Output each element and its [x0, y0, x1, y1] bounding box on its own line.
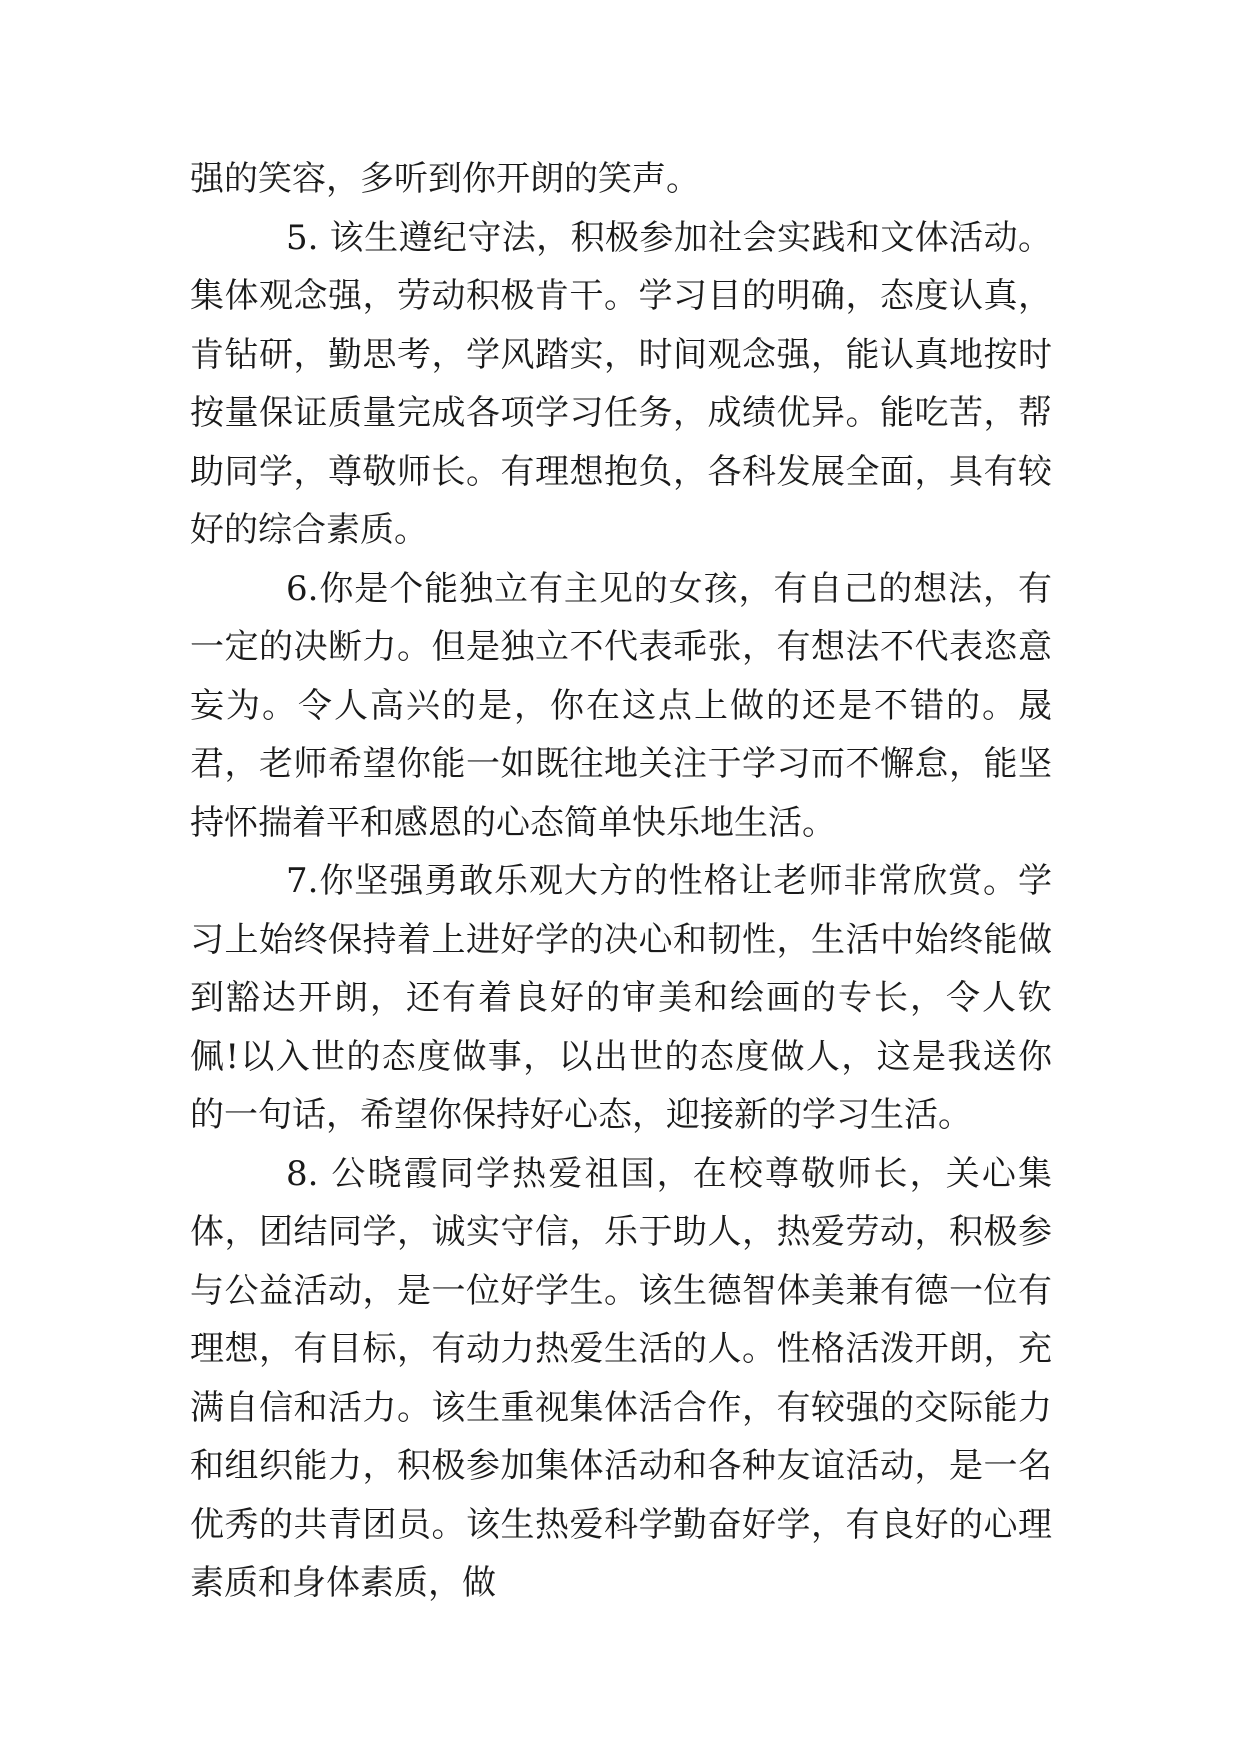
paragraph-item-5: 5. 该生遵纪守法，积极参加社会实践和文体活动。集体观念强，劳动积极肯干。学习目的明确，态度认真，肯钻研，勤思考，学风踏实，时间观念强，能认真地按时按量保证质量完成各项学习任务，成绩优异。能吃苦，帮助同学，尊敬师长。有理想抱负，各科发展全面，具有较好的综合素质。: [190, 217, 1052, 550]
paragraph-item-6: 6.你是个能独立有主见的女孩，有自己的想法，有一定的决断力。但是独立不代表乖张，有想法不代表恣意妄为。令人高兴的是，你在这点上做的还是不错的。晟君，老师希望你能一如既往地关注于学习而不懈怠，能坚持怀揣着平和感恩的心态简单快乐地生活。: [190, 568, 1052, 843]
paragraph-item-7: 7.你坚强勇敢乐观大方的性格让老师非常欣赏。学习上始终保持着上进好学的决心和韧性，生活中始终能做到豁达开朗，还有着良好的审美和绘画的专长，令人钦佩!以入世的态度做事，以出世的态度做人，这是我送你的一句话，希望你保持好心态，迎接新的学习生活。: [190, 861, 1052, 1135]
paragraph-item-8: 8. 公晓霞同学热爱祖国，在校尊敬师长，关心集体，团结同学，诚实守信，乐于助人，热爱劳动，积极参与公益活动，是一位好学生。该生德智体美兼有德一位有理想，有目标，有动力热爱生活的人。性格活泼开朗，充满自信和活力。该生重视集体活合作，有较强的交际能力和组织能力，积极参加集体活动和各种友谊活动，是一名优秀的共青团员。该生热爱科学勤奋好学，有良好的心理素质和身体素质，做: [190, 1153, 1052, 1603]
document-body: [190, 150, 1052, 1613]
paragraph-continuation: 强的笑容，多听到你开朗的笑声。: [190, 159, 700, 199]
